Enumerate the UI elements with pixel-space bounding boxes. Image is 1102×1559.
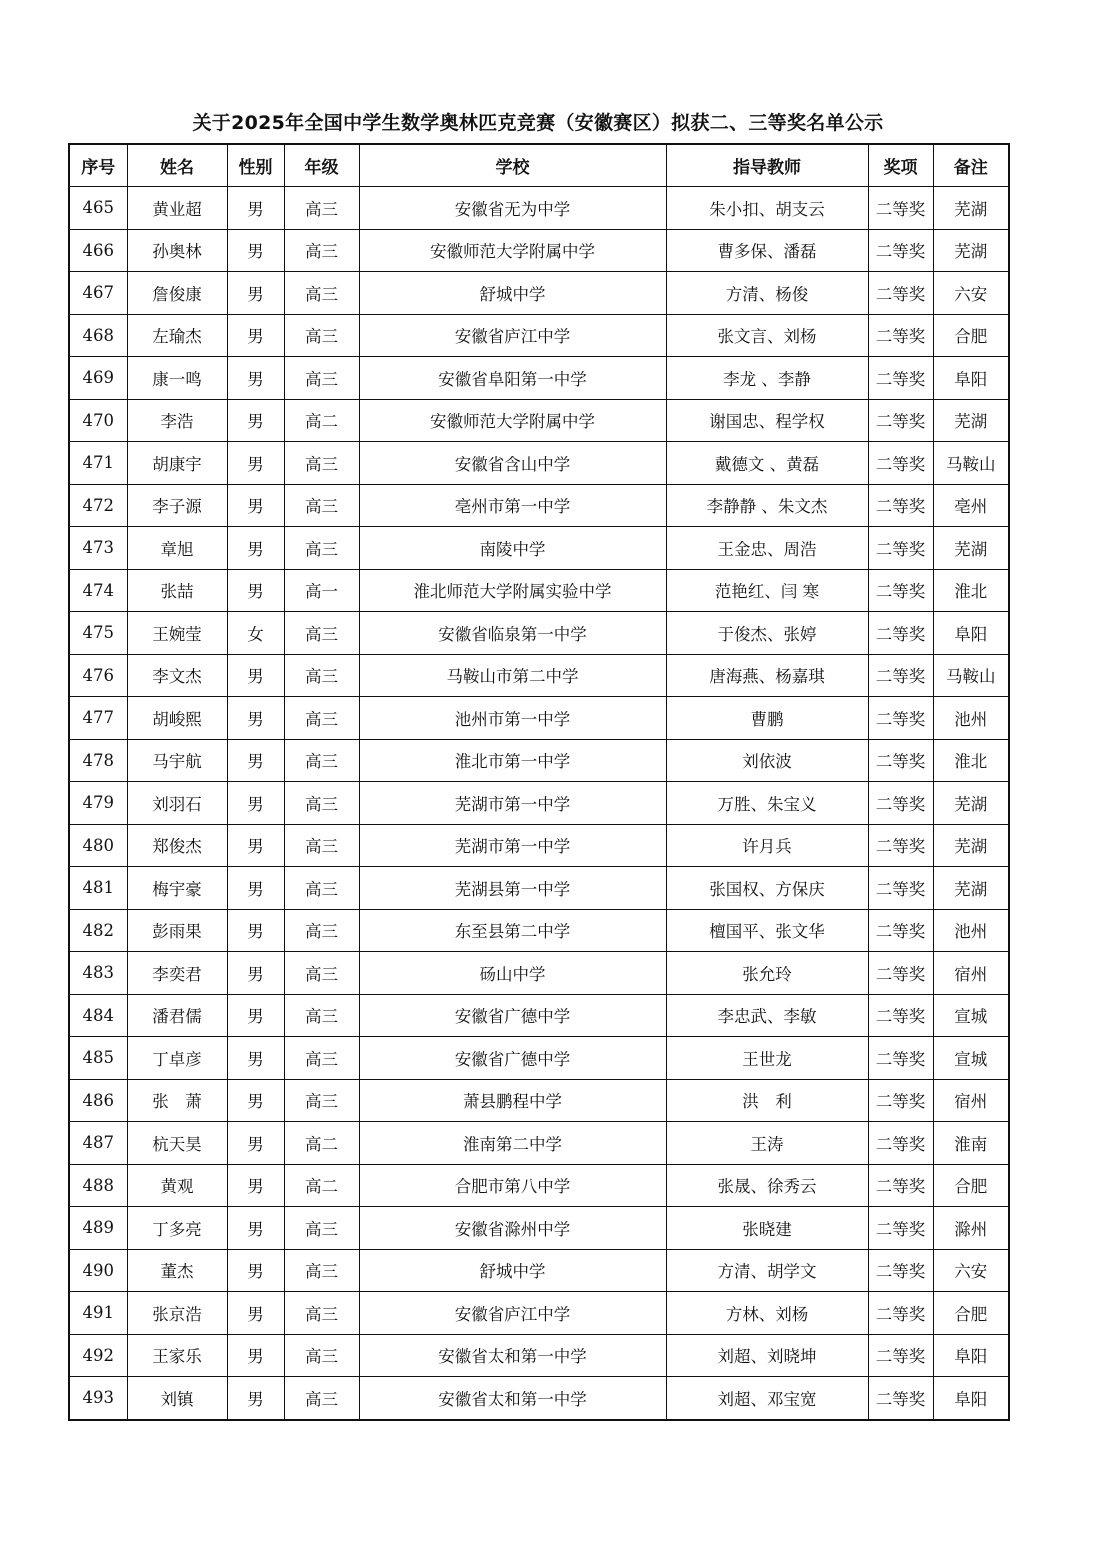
cell-award: 二等奖 bbox=[868, 952, 933, 995]
table-row bbox=[69, 1292, 1009, 1335]
cell-note: 合肥 bbox=[933, 1164, 1009, 1207]
cell-note: 六安 bbox=[933, 1249, 1009, 1292]
cell-gender: 男 bbox=[227, 739, 284, 782]
cell-school: 舒城中学 bbox=[359, 272, 666, 315]
cell-note: 六安 bbox=[933, 272, 1009, 315]
cell-teacher: 王金忠、周浩 bbox=[666, 527, 868, 570]
cell-school: 芜湖市第一中学 bbox=[359, 782, 666, 825]
cell-gender: 男 bbox=[227, 952, 284, 995]
cell-grade: 高三 bbox=[284, 909, 359, 952]
cell-grade: 高三 bbox=[284, 314, 359, 357]
header-award: 奖项 bbox=[868, 144, 933, 187]
cell-name: 张喆 bbox=[127, 569, 227, 612]
cell-school: 舒城中学 bbox=[359, 1249, 666, 1292]
cell-name: 黄业超 bbox=[127, 187, 227, 230]
cell-teacher: 唐海燕、杨嘉琪 bbox=[666, 654, 868, 697]
cell-school: 安徽省无为中学 bbox=[359, 187, 666, 230]
cell-school: 萧县鹏程中学 bbox=[359, 1079, 666, 1122]
cell-seq: 469 bbox=[69, 357, 127, 400]
cell-grade: 高三 bbox=[284, 1207, 359, 1250]
cell-seq: 487 bbox=[69, 1122, 127, 1165]
cell-grade: 高二 bbox=[284, 1122, 359, 1165]
cell-grade: 高三 bbox=[284, 739, 359, 782]
cell-award: 二等奖 bbox=[868, 1292, 933, 1335]
cell-award: 二等奖 bbox=[868, 612, 933, 655]
cell-teacher: 张允玲 bbox=[666, 952, 868, 995]
cell-note: 阜阳 bbox=[933, 612, 1009, 655]
cell-note: 芜湖 bbox=[933, 782, 1009, 825]
cell-teacher: 朱小扣、胡支云 bbox=[666, 187, 868, 230]
cell-grade: 高三 bbox=[284, 484, 359, 527]
cell-seq: 476 bbox=[69, 654, 127, 697]
cell-grade: 高三 bbox=[284, 442, 359, 485]
cell-school: 砀山中学 bbox=[359, 952, 666, 995]
cell-teacher: 于俊杰、张婷 bbox=[666, 612, 868, 655]
cell-gender: 男 bbox=[227, 909, 284, 952]
cell-grade: 高三 bbox=[284, 1292, 359, 1335]
cell-note: 合肥 bbox=[933, 314, 1009, 357]
cell-teacher: 张晟、徐秀云 bbox=[666, 1164, 868, 1207]
cell-award: 二等奖 bbox=[868, 272, 933, 315]
table-header-row bbox=[69, 144, 1009, 187]
cell-note: 阜阳 bbox=[933, 357, 1009, 400]
cell-note: 淮南 bbox=[933, 1122, 1009, 1165]
cell-award: 二等奖 bbox=[868, 1079, 933, 1122]
cell-gender: 男 bbox=[227, 399, 284, 442]
cell-seq: 472 bbox=[69, 484, 127, 527]
cell-note: 淮北 bbox=[933, 739, 1009, 782]
table-row bbox=[69, 314, 1009, 357]
cell-award: 二等奖 bbox=[868, 909, 933, 952]
cell-award: 二等奖 bbox=[868, 229, 933, 272]
cell-seq: 475 bbox=[69, 612, 127, 655]
cell-name: 左瑜杰 bbox=[127, 314, 227, 357]
cell-school: 淮北师范大学附属实验中学 bbox=[359, 569, 666, 612]
cell-note: 芜湖 bbox=[933, 824, 1009, 867]
cell-name: 马宇航 bbox=[127, 739, 227, 782]
cell-note: 合肥 bbox=[933, 1292, 1009, 1335]
cell-grade: 高三 bbox=[284, 824, 359, 867]
cell-name: 刘羽石 bbox=[127, 782, 227, 825]
cell-teacher: 刘超、邓宝宽 bbox=[666, 1377, 868, 1420]
cell-seq: 486 bbox=[69, 1079, 127, 1122]
cell-note: 宿州 bbox=[933, 1079, 1009, 1122]
cell-gender: 男 bbox=[227, 1249, 284, 1292]
cell-teacher: 刘超、刘晓坤 bbox=[666, 1334, 868, 1377]
cell-grade: 高三 bbox=[284, 187, 359, 230]
cell-name: 章旭 bbox=[127, 527, 227, 570]
cell-award: 二等奖 bbox=[868, 824, 933, 867]
table-body bbox=[69, 187, 1009, 1420]
cell-gender: 男 bbox=[227, 1334, 284, 1377]
cell-name: 孙奥林 bbox=[127, 229, 227, 272]
cell-gender: 男 bbox=[227, 654, 284, 697]
cell-seq: 468 bbox=[69, 314, 127, 357]
cell-name: 康一鸣 bbox=[127, 357, 227, 400]
cell-teacher: 李忠武、李敏 bbox=[666, 994, 868, 1037]
cell-name: 董杰 bbox=[127, 1249, 227, 1292]
cell-gender: 男 bbox=[227, 314, 284, 357]
table-row bbox=[69, 994, 1009, 1037]
cell-note: 芜湖 bbox=[933, 187, 1009, 230]
cell-school: 安徽省滁州中学 bbox=[359, 1207, 666, 1250]
cell-gender: 男 bbox=[227, 484, 284, 527]
table-row bbox=[69, 782, 1009, 825]
cell-school: 东至县第二中学 bbox=[359, 909, 666, 952]
cell-note: 马鞍山 bbox=[933, 442, 1009, 485]
cell-grade: 高三 bbox=[284, 1334, 359, 1377]
cell-teacher: 王世龙 bbox=[666, 1037, 868, 1080]
header-note: 备注 bbox=[933, 144, 1009, 187]
header-name: 姓名 bbox=[127, 144, 227, 187]
header-school: 学校 bbox=[359, 144, 666, 187]
cell-teacher: 范艳红、闫 寒 bbox=[666, 569, 868, 612]
cell-award: 二等奖 bbox=[868, 782, 933, 825]
cell-school: 安徽省广德中学 bbox=[359, 1037, 666, 1080]
cell-seq: 470 bbox=[69, 399, 127, 442]
cell-award: 二等奖 bbox=[868, 1122, 933, 1165]
cell-award: 二等奖 bbox=[868, 739, 933, 782]
cell-award: 二等奖 bbox=[868, 569, 933, 612]
cell-award: 二等奖 bbox=[868, 1377, 933, 1420]
cell-gender: 男 bbox=[227, 1164, 284, 1207]
cell-school: 安徽省阜阳第一中学 bbox=[359, 357, 666, 400]
cell-seq: 482 bbox=[69, 909, 127, 952]
cell-gender: 男 bbox=[227, 867, 284, 910]
cell-award: 二等奖 bbox=[868, 187, 933, 230]
cell-seq: 471 bbox=[69, 442, 127, 485]
cell-grade: 高三 bbox=[284, 229, 359, 272]
cell-gender: 男 bbox=[227, 1377, 284, 1420]
table-row bbox=[69, 952, 1009, 995]
cell-name: 王婉莹 bbox=[127, 612, 227, 655]
cell-school: 安徽师范大学附属中学 bbox=[359, 229, 666, 272]
cell-grade: 高三 bbox=[284, 952, 359, 995]
table-row bbox=[69, 1249, 1009, 1292]
cell-seq: 493 bbox=[69, 1377, 127, 1420]
cell-teacher: 戴德文 、黄磊 bbox=[666, 442, 868, 485]
cell-name: 张 萧 bbox=[127, 1079, 227, 1122]
cell-note: 芜湖 bbox=[933, 527, 1009, 570]
cell-award: 二等奖 bbox=[868, 484, 933, 527]
cell-school: 安徽省庐江中学 bbox=[359, 314, 666, 357]
cell-award: 二等奖 bbox=[868, 1037, 933, 1080]
cell-award: 二等奖 bbox=[868, 1207, 933, 1250]
cell-award: 二等奖 bbox=[868, 399, 933, 442]
header-teacher: 指导教师 bbox=[666, 144, 868, 187]
cell-note: 芜湖 bbox=[933, 867, 1009, 910]
cell-note: 池州 bbox=[933, 909, 1009, 952]
cell-grade: 高二 bbox=[284, 1164, 359, 1207]
cell-name: 郑俊杰 bbox=[127, 824, 227, 867]
cell-gender: 男 bbox=[227, 1079, 284, 1122]
cell-grade: 高三 bbox=[284, 782, 359, 825]
cell-note: 宣城 bbox=[933, 1037, 1009, 1080]
table-row bbox=[69, 824, 1009, 867]
cell-school: 安徽省庐江中学 bbox=[359, 1292, 666, 1335]
cell-teacher: 曹鹏 bbox=[666, 697, 868, 740]
table-row bbox=[69, 739, 1009, 782]
header-seq: 序号 bbox=[69, 144, 127, 187]
cell-award: 二等奖 bbox=[868, 1334, 933, 1377]
cell-gender: 男 bbox=[227, 697, 284, 740]
cell-name: 杭天昊 bbox=[127, 1122, 227, 1165]
cell-school: 淮北市第一中学 bbox=[359, 739, 666, 782]
cell-note: 亳州 bbox=[933, 484, 1009, 527]
table-row bbox=[69, 484, 1009, 527]
cell-name: 李文杰 bbox=[127, 654, 227, 697]
cell-note: 淮北 bbox=[933, 569, 1009, 612]
table-row bbox=[69, 1122, 1009, 1165]
cell-teacher: 曹多保、潘磊 bbox=[666, 229, 868, 272]
cell-school: 南陵中学 bbox=[359, 527, 666, 570]
cell-teacher: 许月兵 bbox=[666, 824, 868, 867]
cell-school: 淮南第二中学 bbox=[359, 1122, 666, 1165]
cell-award: 二等奖 bbox=[868, 867, 933, 910]
cell-teacher: 方清、胡学文 bbox=[666, 1249, 868, 1292]
table-row bbox=[69, 442, 1009, 485]
cell-name: 李子源 bbox=[127, 484, 227, 527]
cell-teacher: 洪 利 bbox=[666, 1079, 868, 1122]
cell-award: 二等奖 bbox=[868, 1164, 933, 1207]
cell-gender: 男 bbox=[227, 994, 284, 1037]
cell-grade: 高三 bbox=[284, 357, 359, 400]
cell-award: 二等奖 bbox=[868, 994, 933, 1037]
cell-name: 李浩 bbox=[127, 399, 227, 442]
table-row bbox=[69, 654, 1009, 697]
cell-seq: 473 bbox=[69, 527, 127, 570]
cell-gender: 男 bbox=[227, 442, 284, 485]
cell-note: 池州 bbox=[933, 697, 1009, 740]
cell-grade: 高三 bbox=[284, 272, 359, 315]
cell-note: 芜湖 bbox=[933, 229, 1009, 272]
cell-teacher: 王涛 bbox=[666, 1122, 868, 1165]
header-gender: 性别 bbox=[227, 144, 284, 187]
table-row bbox=[69, 272, 1009, 315]
cell-teacher: 张国权、方保庆 bbox=[666, 867, 868, 910]
cell-seq: 491 bbox=[69, 1292, 127, 1335]
cell-teacher: 万胜、朱宝义 bbox=[666, 782, 868, 825]
cell-school: 合肥市第八中学 bbox=[359, 1164, 666, 1207]
cell-name: 梅宇豪 bbox=[127, 867, 227, 910]
table-row bbox=[69, 1037, 1009, 1080]
cell-teacher: 李龙 、李静 bbox=[666, 357, 868, 400]
cell-school: 池州市第一中学 bbox=[359, 697, 666, 740]
table-row bbox=[69, 1207, 1009, 1250]
cell-grade: 高三 bbox=[284, 867, 359, 910]
cell-award: 二等奖 bbox=[868, 527, 933, 570]
cell-grade: 高三 bbox=[284, 654, 359, 697]
table-row bbox=[69, 569, 1009, 612]
cell-teacher: 张文言、刘杨 bbox=[666, 314, 868, 357]
cell-seq: 479 bbox=[69, 782, 127, 825]
cell-seq: 492 bbox=[69, 1334, 127, 1377]
cell-grade: 高三 bbox=[284, 1079, 359, 1122]
cell-gender: 男 bbox=[227, 187, 284, 230]
cell-award: 二等奖 bbox=[868, 1249, 933, 1292]
cell-seq: 466 bbox=[69, 229, 127, 272]
cell-grade: 高三 bbox=[284, 527, 359, 570]
table-row bbox=[69, 1164, 1009, 1207]
cell-name: 丁多亮 bbox=[127, 1207, 227, 1250]
cell-note: 阜阳 bbox=[933, 1377, 1009, 1420]
cell-teacher: 方清、杨俊 bbox=[666, 272, 868, 315]
cell-school: 安徽省太和第一中学 bbox=[359, 1334, 666, 1377]
table-row bbox=[69, 357, 1009, 400]
table-row bbox=[69, 1079, 1009, 1122]
cell-award: 二等奖 bbox=[868, 442, 933, 485]
cell-name: 王家乐 bbox=[127, 1334, 227, 1377]
cell-seq: 465 bbox=[69, 187, 127, 230]
cell-grade: 高三 bbox=[284, 994, 359, 1037]
cell-name: 胡峻熙 bbox=[127, 697, 227, 740]
cell-gender: 男 bbox=[227, 229, 284, 272]
cell-teacher: 刘依波 bbox=[666, 739, 868, 782]
cell-grade: 高三 bbox=[284, 612, 359, 655]
cell-note: 滁州 bbox=[933, 1207, 1009, 1250]
cell-name: 黄观 bbox=[127, 1164, 227, 1207]
cell-name: 詹俊康 bbox=[127, 272, 227, 315]
cell-seq: 467 bbox=[69, 272, 127, 315]
cell-gender: 男 bbox=[227, 1037, 284, 1080]
cell-gender: 男 bbox=[227, 527, 284, 570]
cell-school: 芜湖市第一中学 bbox=[359, 824, 666, 867]
cell-seq: 480 bbox=[69, 824, 127, 867]
table-row bbox=[69, 867, 1009, 910]
cell-seq: 478 bbox=[69, 739, 127, 782]
cell-name: 彭雨果 bbox=[127, 909, 227, 952]
cell-school: 安徽省含山中学 bbox=[359, 442, 666, 485]
cell-seq: 489 bbox=[69, 1207, 127, 1250]
cell-note: 芜湖 bbox=[933, 399, 1009, 442]
cell-seq: 485 bbox=[69, 1037, 127, 1080]
cell-name: 李奕君 bbox=[127, 952, 227, 995]
cell-note: 宣城 bbox=[933, 994, 1009, 1037]
cell-teacher: 李静静 、朱文杰 bbox=[666, 484, 868, 527]
cell-teacher: 谢国忠、程学权 bbox=[666, 399, 868, 442]
cell-seq: 481 bbox=[69, 867, 127, 910]
cell-seq: 490 bbox=[69, 1249, 127, 1292]
document-title: 关于2025年全国中学生数学奥林匹克竞赛（安徽赛区）拟获二、三等奖名单公示 bbox=[192, 112, 884, 134]
table-row bbox=[69, 187, 1009, 230]
cell-grade: 高三 bbox=[284, 1037, 359, 1080]
cell-gender: 男 bbox=[227, 272, 284, 315]
cell-gender: 男 bbox=[227, 1122, 284, 1165]
cell-teacher: 张晓建 bbox=[666, 1207, 868, 1250]
cell-school: 安徽师范大学附属中学 bbox=[359, 399, 666, 442]
cell-seq: 488 bbox=[69, 1164, 127, 1207]
cell-award: 二等奖 bbox=[868, 314, 933, 357]
cell-school: 安徽省广德中学 bbox=[359, 994, 666, 1037]
award-roster-table bbox=[68, 143, 1010, 1421]
cell-gender: 男 bbox=[227, 824, 284, 867]
cell-note: 马鞍山 bbox=[933, 654, 1009, 697]
header-grade: 年级 bbox=[284, 144, 359, 187]
cell-note: 宿州 bbox=[933, 952, 1009, 995]
cell-seq: 474 bbox=[69, 569, 127, 612]
cell-seq: 483 bbox=[69, 952, 127, 995]
cell-school: 安徽省太和第一中学 bbox=[359, 1377, 666, 1420]
table-row bbox=[69, 909, 1009, 952]
cell-gender: 男 bbox=[227, 1207, 284, 1250]
cell-name: 刘镇 bbox=[127, 1377, 227, 1420]
cell-award: 二等奖 bbox=[868, 697, 933, 740]
cell-school: 马鞍山市第二中学 bbox=[359, 654, 666, 697]
cell-name: 张京浩 bbox=[127, 1292, 227, 1335]
table-row bbox=[69, 697, 1009, 740]
cell-grade: 高一 bbox=[284, 569, 359, 612]
cell-name: 丁卓彦 bbox=[127, 1037, 227, 1080]
table-row bbox=[69, 399, 1009, 442]
cell-name: 潘君儒 bbox=[127, 994, 227, 1037]
cell-gender: 女 bbox=[227, 612, 284, 655]
table-row bbox=[69, 612, 1009, 655]
cell-note: 阜阳 bbox=[933, 1334, 1009, 1377]
cell-gender: 男 bbox=[227, 357, 284, 400]
cell-school: 亳州市第一中学 bbox=[359, 484, 666, 527]
cell-award: 二等奖 bbox=[868, 654, 933, 697]
cell-gender: 男 bbox=[227, 1292, 284, 1335]
table-row bbox=[69, 229, 1009, 272]
table-row bbox=[69, 527, 1009, 570]
table-row bbox=[69, 1334, 1009, 1377]
cell-award: 二等奖 bbox=[868, 357, 933, 400]
cell-teacher: 方林、刘杨 bbox=[666, 1292, 868, 1335]
cell-school: 安徽省临泉第一中学 bbox=[359, 612, 666, 655]
cell-grade: 高二 bbox=[284, 399, 359, 442]
cell-grade: 高三 bbox=[284, 1377, 359, 1420]
cell-gender: 男 bbox=[227, 782, 284, 825]
cell-seq: 484 bbox=[69, 994, 127, 1037]
table-row bbox=[69, 1377, 1009, 1420]
cell-grade: 高三 bbox=[284, 1249, 359, 1292]
cell-grade: 高三 bbox=[284, 697, 359, 740]
cell-gender: 男 bbox=[227, 569, 284, 612]
cell-teacher: 檀国平、张文华 bbox=[666, 909, 868, 952]
cell-school: 芜湖县第一中学 bbox=[359, 867, 666, 910]
cell-seq: 477 bbox=[69, 697, 127, 740]
cell-name: 胡康宇 bbox=[127, 442, 227, 485]
